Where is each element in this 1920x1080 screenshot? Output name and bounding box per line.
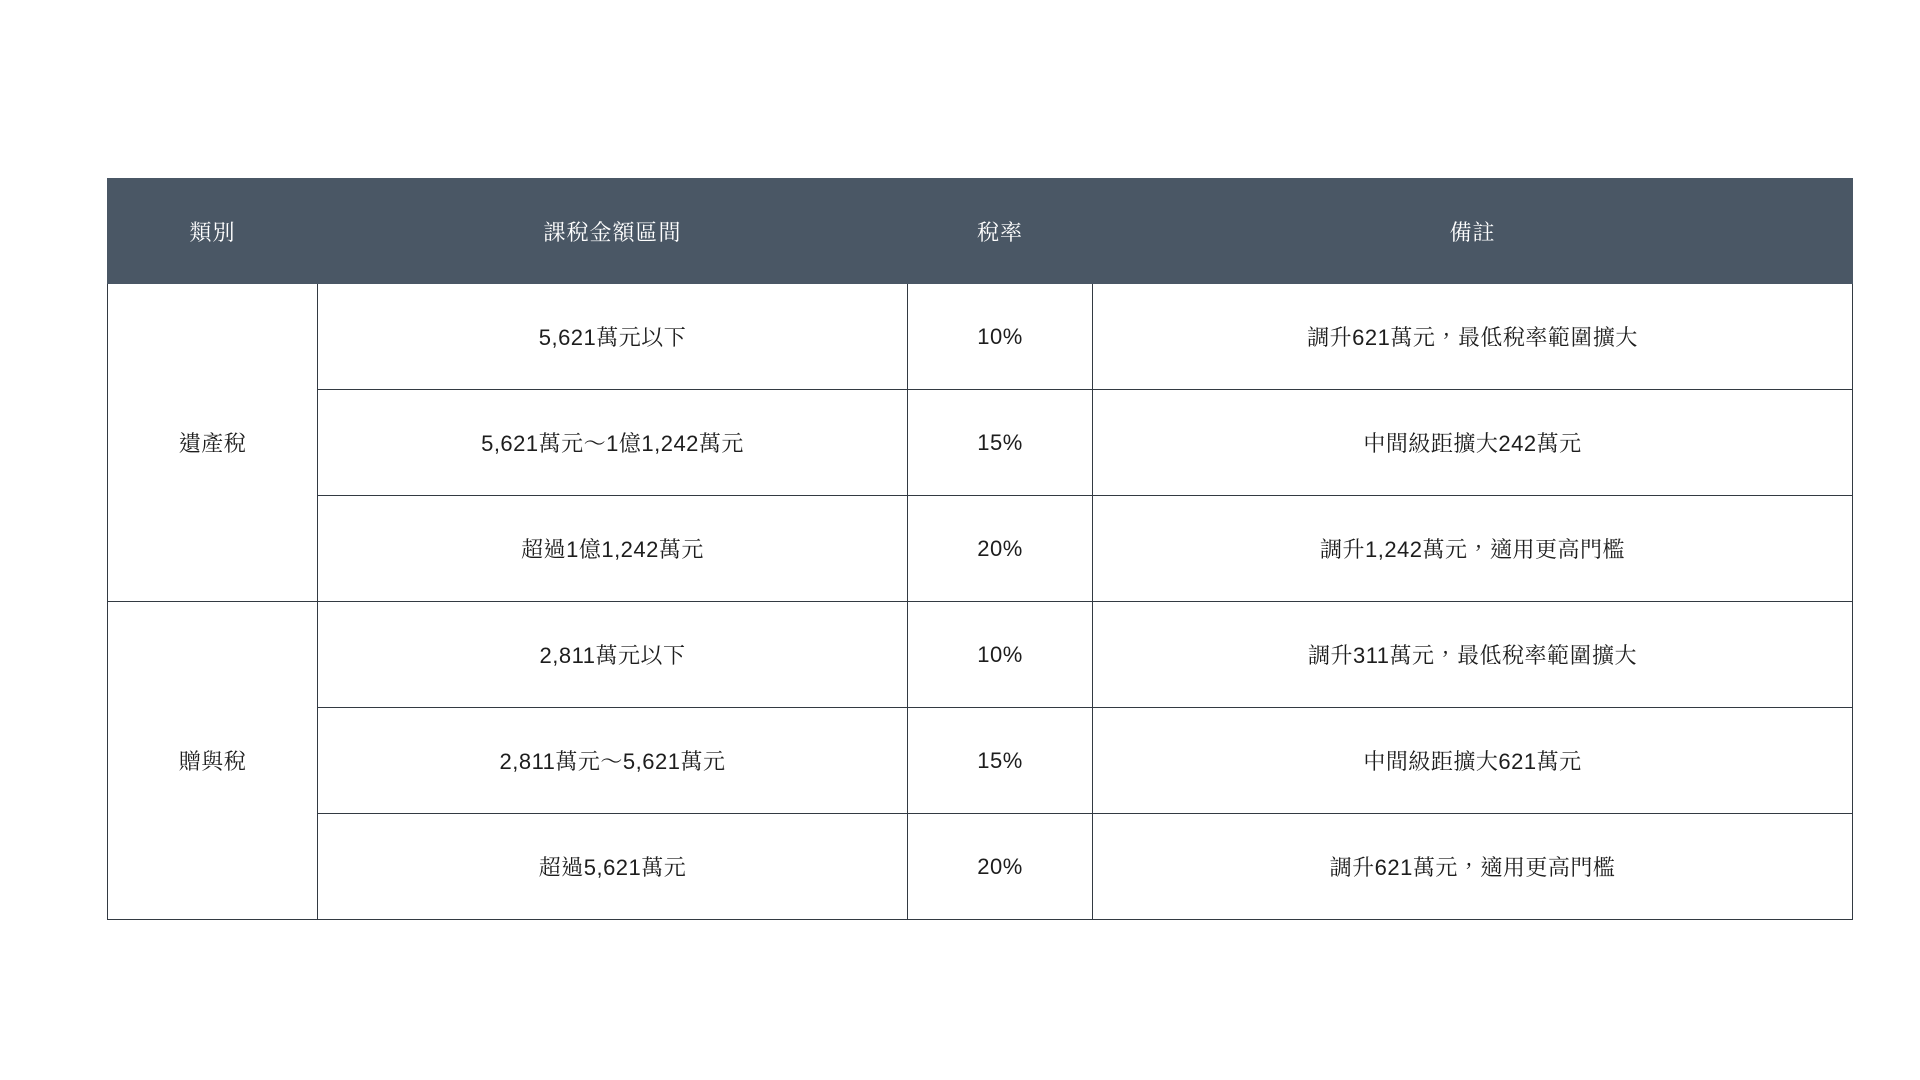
rate-cell: 10% [908,602,1093,708]
table-body [108,284,1853,920]
category-cell-gift-tax: 贈與稅 [108,602,318,920]
tax-bracket-table [107,178,1853,920]
note-cell: 調升1,242萬元，適用更高門檻 [1093,496,1853,602]
rate-cell: 10% [908,284,1093,390]
category-cell-estate-tax: 遺產稅 [108,284,318,602]
table-header [108,179,1853,284]
note-cell: 調升621萬元，適用更高門檻 [1093,814,1853,920]
rate-cell: 15% [908,708,1093,814]
range-cell: 超過5,621萬元 [318,814,908,920]
note-cell: 調升621萬元，最低稅率範圍擴大 [1093,284,1853,390]
column-header-remark: 備註 [1093,179,1853,284]
table-row [108,496,1853,602]
range-cell: 2,811萬元〜5,621萬元 [318,708,908,814]
column-header-taxable-range: 課稅金額區間 [318,179,908,284]
rate-cell: 20% [908,814,1093,920]
tax-bracket-table-container [107,178,1852,920]
table-row [108,708,1853,814]
note-cell: 中間級距擴大621萬元 [1093,708,1853,814]
range-cell: 5,621萬元以下 [318,284,908,390]
rate-cell: 15% [908,390,1093,496]
table-row [108,284,1853,390]
column-header-tax-rate: 稅率 [908,179,1093,284]
note-cell: 調升311萬元，最低稅率範圍擴大 [1093,602,1853,708]
range-cell: 2,811萬元以下 [318,602,908,708]
column-header-category: 類別 [108,179,318,284]
table-row [108,602,1853,708]
table-row [108,814,1853,920]
header-row [108,179,1853,284]
range-cell: 超過1億1,242萬元 [318,496,908,602]
note-cell: 中間級距擴大242萬元 [1093,390,1853,496]
table-row [108,390,1853,496]
range-cell: 5,621萬元〜1億1,242萬元 [318,390,908,496]
rate-cell: 20% [908,496,1093,602]
